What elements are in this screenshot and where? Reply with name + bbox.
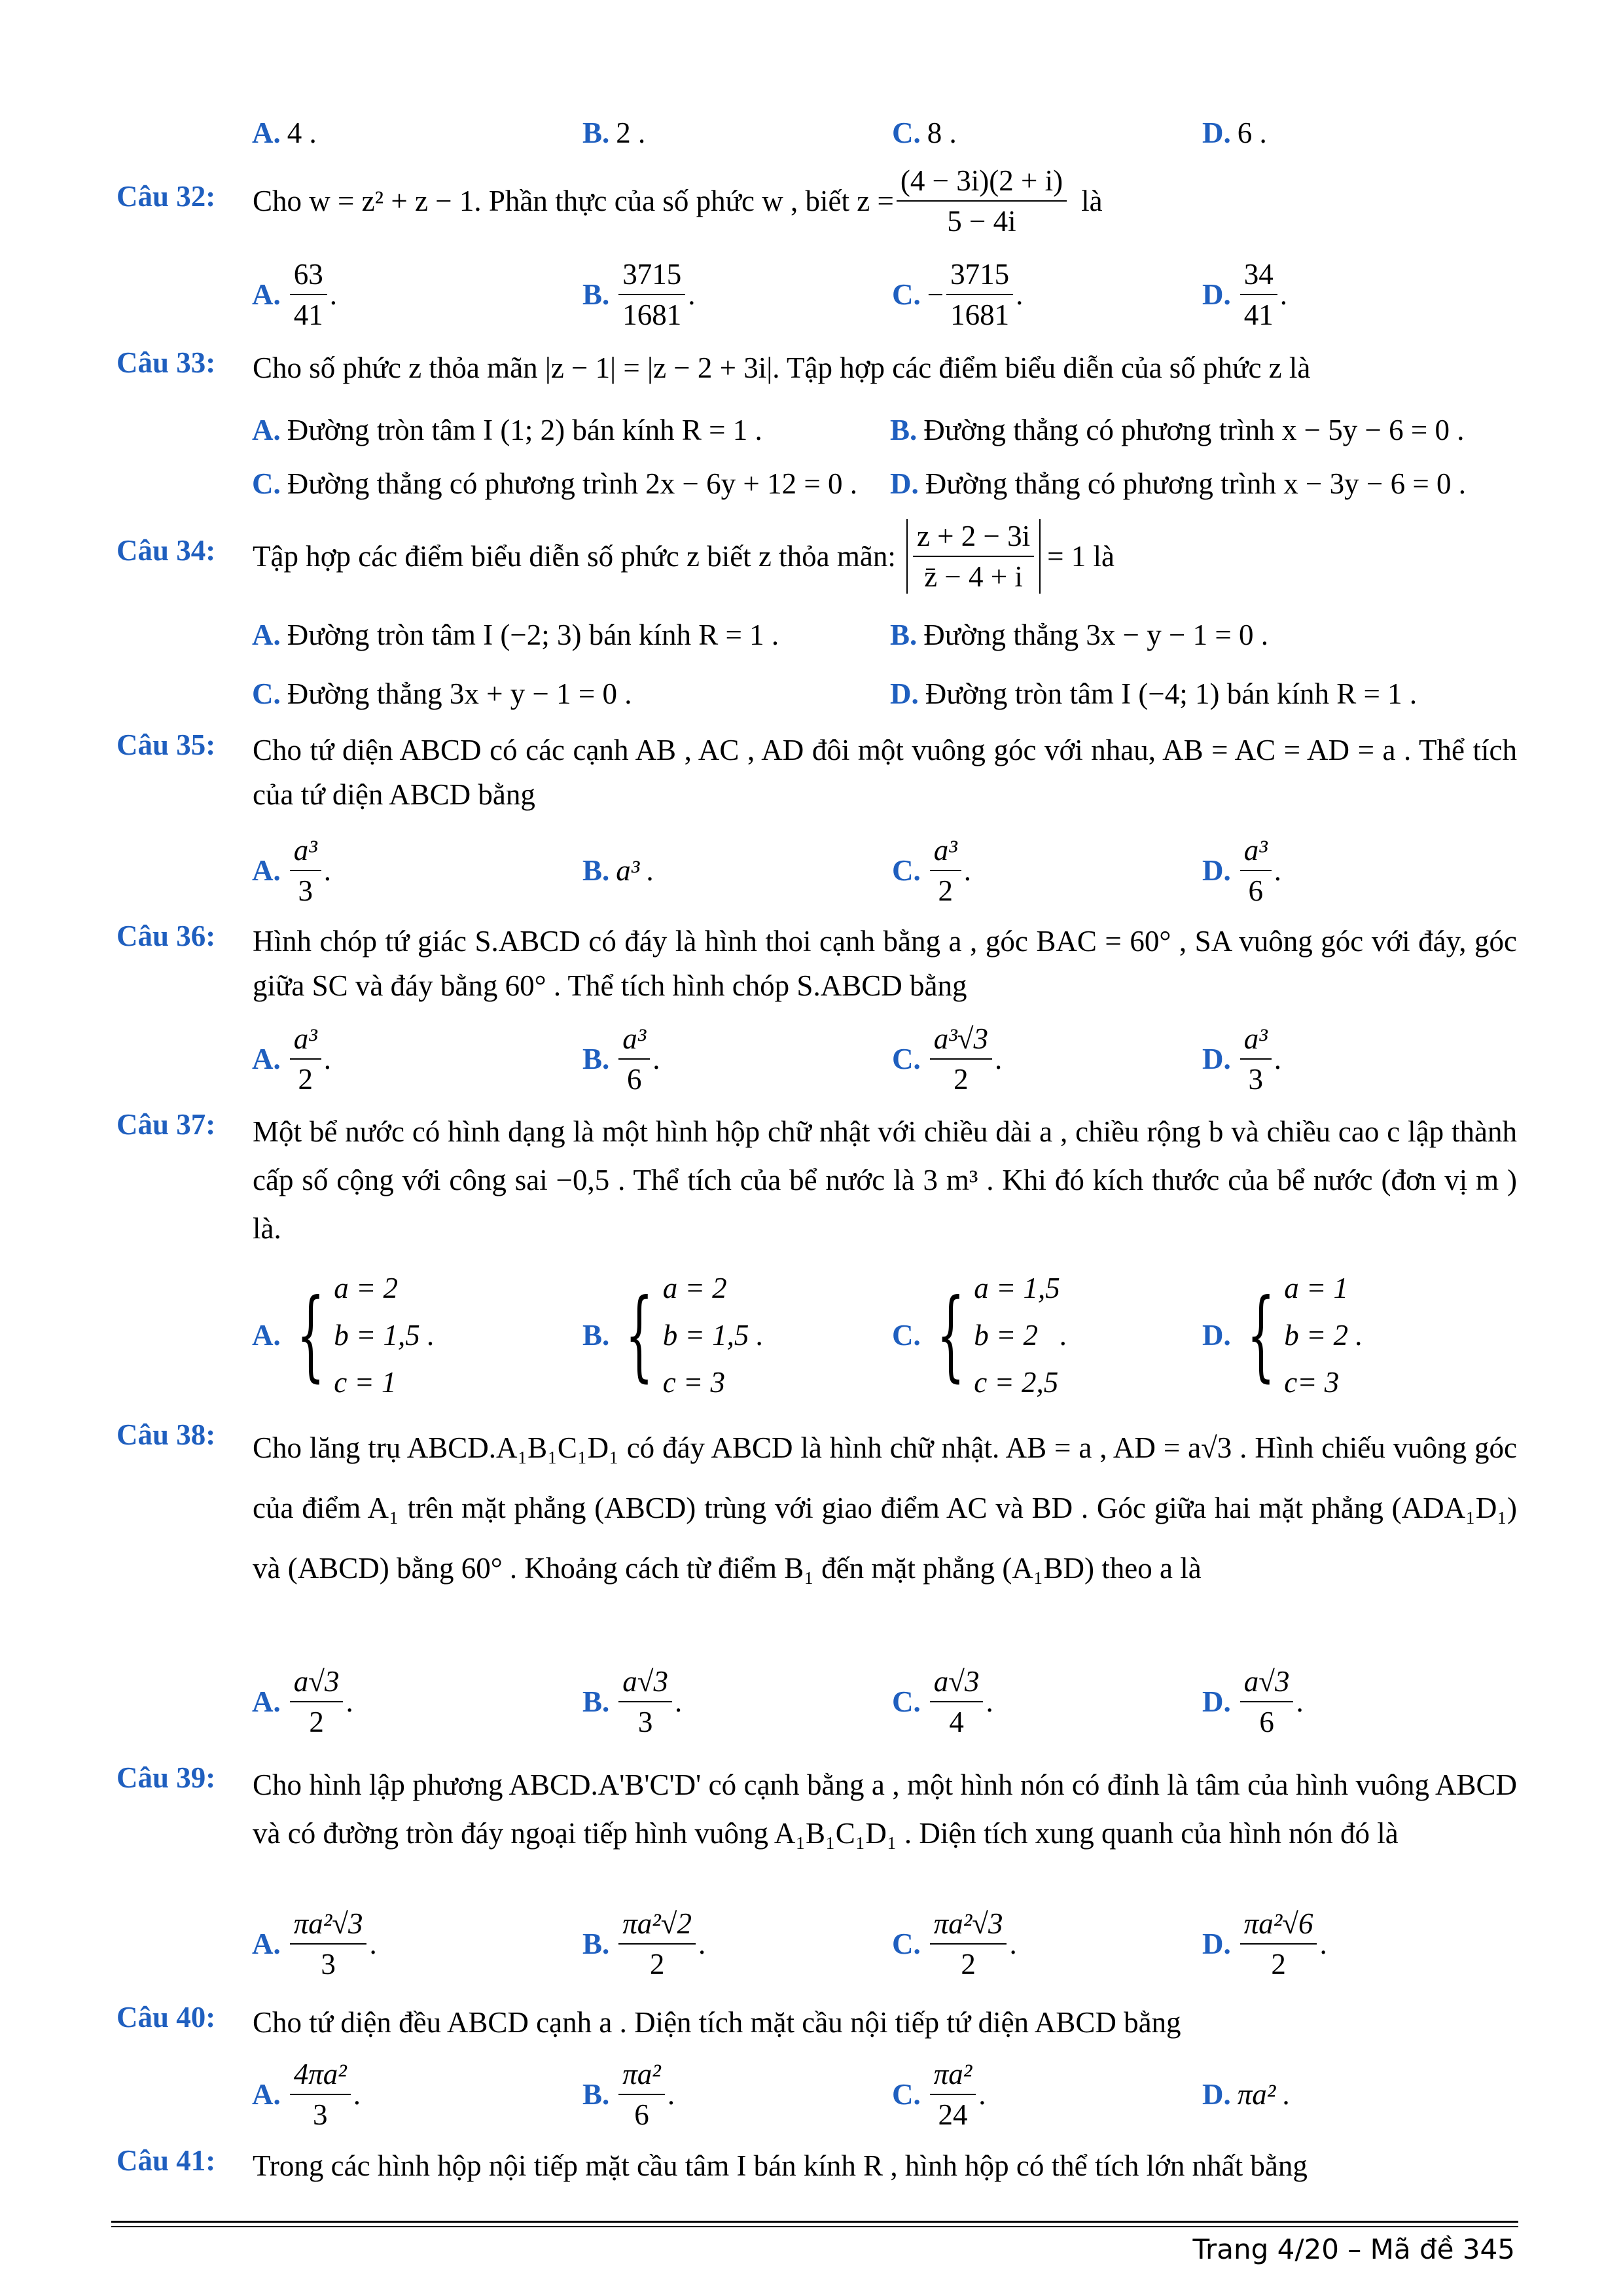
option-key: B. — [582, 1928, 610, 1960]
question-33 — [116, 346, 1517, 391]
option-b: B. $\frac{\text{a³}}{6}$ . — [582, 1022, 660, 1096]
fraction — [930, 1907, 1007, 1981]
option-key: A. — [252, 854, 281, 887]
frac-den: z̄ − 4 + i — [924, 560, 1023, 593]
answer-row-q40 — [252, 2052, 1495, 2137]
option-value: Đường tròn tâm I (−2; 3) bán kính R = 1 . — [287, 619, 779, 651]
frac-den: 2 — [954, 1063, 969, 1096]
option-d — [890, 671, 1417, 717]
frac-num: 3715 — [946, 257, 1013, 295]
absolute-value — [906, 519, 1041, 594]
option-value: πa² . — [1237, 2078, 1291, 2111]
question-32 — [116, 165, 1517, 237]
answer-row-q36 — [252, 1016, 1495, 1102]
equation-system — [616, 1265, 764, 1406]
answer-row-q39 — [252, 1901, 1495, 1986]
option-d: D. $\frac{\text{a³}}{6}$ . — [1202, 834, 1281, 907]
question-38 — [116, 1418, 1517, 1660]
frac-num: z + 2 − 3i — [913, 519, 1034, 557]
answer-row-q34-2 — [252, 671, 1515, 717]
option-key: D. — [1202, 117, 1231, 149]
footer-rule-thin — [111, 2226, 1518, 2227]
frac-den: 24 — [938, 2098, 968, 2131]
option-b — [582, 1260, 764, 1410]
question-36 — [116, 919, 1517, 1011]
frac-den: 3 — [313, 2098, 328, 2131]
fraction — [290, 2057, 351, 2132]
question-39 — [116, 1761, 1517, 1898]
fraction — [930, 2057, 976, 2132]
answer-row-q33-2 — [252, 461, 1515, 507]
option-d — [890, 461, 1466, 507]
frac-den: 41 — [1243, 298, 1274, 331]
option-c: C. $\frac{a√3}{4}$ . — [892, 1665, 993, 1738]
fraction — [290, 833, 321, 908]
option-key: A. — [252, 278, 281, 311]
frac-num: a³√3 — [930, 1022, 992, 1060]
system-line: a = 1 — [1284, 1272, 1349, 1304]
fraction — [618, 1907, 696, 1981]
option-d: D. $\frac{a√3}{6}$ . — [1202, 1665, 1304, 1738]
system-line: b = 1,5 . — [334, 1319, 435, 1352]
answer-row-q31 — [252, 110, 1495, 156]
frac-num: 63 — [290, 257, 327, 295]
option-d: D. $\frac{\text{πa²√6}}{2}$ . — [1202, 1907, 1327, 1981]
option-a: A. $\frac{\text{a³}}{3}$ . — [252, 834, 331, 907]
frac-den: 2 — [298, 1063, 313, 1096]
footer-rule — [111, 2221, 1518, 2223]
frac-den: 5 − 4i — [947, 205, 1016, 238]
fraction — [290, 1907, 367, 1981]
frac-den: 3 — [298, 874, 313, 907]
frac-num: a³ — [618, 1022, 650, 1060]
frac-num: a√3 — [618, 1664, 672, 1702]
frac-den: 6 — [627, 1063, 642, 1096]
frac-num: 3715 — [618, 257, 685, 295]
question-text-post: = 1 là — [1047, 540, 1115, 573]
option-key: B. — [582, 278, 610, 311]
frac-num: a³ — [930, 833, 961, 871]
fraction — [946, 257, 1013, 332]
option-key: D. — [1202, 1319, 1231, 1352]
frac-num: 34 — [1240, 257, 1277, 295]
frac-num: a³ — [1240, 1022, 1272, 1060]
option-key: B. — [582, 854, 610, 887]
option-b: B. $\frac{\text{πa²}}{6}$ . — [582, 2058, 675, 2131]
question-label: Câu 39: — [116, 1761, 216, 1794]
brace-glyph: { — [1246, 1278, 1275, 1392]
option-b — [582, 828, 654, 913]
fraction — [1240, 833, 1272, 908]
frac-den: 41 — [293, 298, 323, 331]
frac-num: (4 − 3i)(2 + i) — [897, 164, 1067, 202]
question-text — [253, 517, 1517, 596]
option-key: D. — [1202, 854, 1231, 887]
brace-glyph: { — [296, 1278, 325, 1392]
frac-den: 2 — [961, 1948, 976, 1981]
option-value: 4 . — [287, 117, 317, 149]
question-text: Trong các hình hộp nội tiếp mặt cầu tâm I bán kính R , hình hộp có thể tích lớn nhất bằng — [253, 2149, 1308, 2182]
question-text-pre: Cho w = z² + z − 1. Phần thực của số phức w , biết z = — [253, 185, 894, 217]
option-key: B. — [582, 1685, 610, 1718]
option-key: A. — [252, 414, 281, 446]
option-value: a³ . — [616, 854, 654, 887]
question-label: Câu 37: — [116, 1108, 216, 1141]
answer-row-q38 — [252, 1659, 1495, 1744]
option-value: Đường tròn tâm I (1; 2) bán kính R = 1 . — [287, 414, 762, 446]
option-b: B. $\frac{\text{πa²√2}}{2}$ . — [582, 1907, 706, 1981]
option-value: Đường tròn tâm I (−4; 1) bán kính R = 1 . — [925, 677, 1418, 710]
frac-den: 1681 — [622, 298, 682, 331]
option-c: C. − $\frac{3715}{1681}$ . — [892, 258, 1024, 331]
option-a — [252, 110, 317, 156]
option-a: A. $\frac{63}{41}$ . — [252, 258, 337, 331]
question-text-pre: Tập hợp các điểm biểu diễn số phức z biết z thỏa mãn: — [253, 540, 896, 573]
option-d — [1202, 1260, 1363, 1410]
option-a — [252, 407, 762, 453]
system-lines — [334, 1265, 435, 1406]
option-c — [892, 110, 957, 156]
question-label: Câu 40: — [116, 2001, 216, 2034]
frac-num: a³ — [290, 833, 321, 871]
fraction — [618, 1022, 650, 1096]
fraction — [1240, 1907, 1317, 1981]
option-c — [252, 671, 632, 717]
option-b — [890, 612, 1268, 658]
frac-den: 1681 — [950, 298, 1010, 331]
option-value: 2 . — [616, 117, 646, 149]
option-c: C. $\frac{\text{a³√3}}{2}$ . — [892, 1022, 1003, 1096]
option-key: A. — [252, 1685, 281, 1718]
question-text — [253, 165, 1517, 237]
option-key: C. — [892, 278, 921, 311]
option-key: A. — [252, 117, 281, 149]
answer-row-q33-1 — [252, 407, 1515, 453]
option-d — [1202, 110, 1267, 156]
option-key: C. — [892, 1928, 921, 1960]
option-b: B. $\frac{3715}{1681}$ . — [582, 258, 696, 331]
option-key: B. — [582, 1319, 610, 1352]
question-label: Câu 36: — [116, 920, 216, 952]
question-label: Câu 32: — [116, 180, 216, 213]
option-value: Đường thẳng 3x − y − 1 = 0 . — [923, 619, 1269, 651]
option-key: C. — [252, 467, 281, 500]
system-line: c = 3 — [662, 1366, 726, 1399]
question-text: Một bể nước có hình dạng là một hình hộp chữ nhật với chiều dài a , chiều rộng b và chiều cao c lập thành cấp số cộng với công sai −0,5 . Thể tích của bể nước là 3 m³ . Khi đó kích thước của bể nước (đơn vị m ) là. — [253, 1115, 1517, 1245]
frac-num: πa²√3 — [290, 1907, 367, 1945]
frac-den: 3 — [637, 1706, 653, 1738]
minus-sign: − — [927, 278, 944, 311]
answer-row-q37 — [252, 1260, 1495, 1410]
question-41 — [116, 2144, 1517, 2189]
frac-den: 4 — [949, 1706, 964, 1738]
fraction — [618, 1664, 672, 1739]
option-d — [1202, 2052, 1291, 2137]
question-text: Cho số phức z thỏa mãn |z − 1| = |z − 2 + 3i|. Tập hợp các điểm biểu diễn của số phức z là — [253, 351, 1311, 384]
option-c: C. $\frac{\text{πa²√3}}{2}$ . — [892, 1907, 1017, 1981]
option-key: C. — [892, 117, 921, 149]
frac-den: 3 — [1248, 1063, 1263, 1096]
option-a — [252, 1260, 435, 1410]
option-value: 6 . — [1237, 117, 1267, 149]
system-line: a = 2 — [662, 1272, 727, 1304]
equation-system — [927, 1265, 1067, 1406]
frac-num: πa²√2 — [618, 1907, 696, 1945]
option-key: A. — [252, 2078, 281, 2111]
fraction — [897, 164, 1067, 238]
option-key: B. — [890, 619, 918, 651]
option-key: A. — [252, 1319, 281, 1352]
question-label: Câu 35: — [116, 728, 216, 761]
frac-num: a³ — [1240, 833, 1272, 871]
option-key: C. — [252, 677, 281, 710]
question-label: Câu 34: — [116, 534, 216, 567]
system-line: b = 2 . — [974, 1319, 1068, 1352]
fraction — [290, 257, 327, 332]
question-37 — [116, 1107, 1517, 1251]
frac-den: 6 — [634, 2098, 649, 2131]
equation-system — [1238, 1265, 1363, 1406]
answer-row-q32 — [252, 252, 1495, 337]
frac-num: πa²√3 — [930, 1907, 1007, 1945]
option-key: B. — [582, 117, 610, 149]
frac-den: 2 — [938, 874, 953, 907]
option-key: D. — [890, 677, 919, 710]
fraction — [930, 1022, 992, 1096]
fraction — [618, 257, 685, 332]
frac-den: 2 — [1271, 1948, 1286, 1981]
option-key: B. — [582, 1043, 610, 1075]
option-c — [252, 461, 857, 507]
option-key: B. — [890, 414, 918, 446]
system-line: c= 3 — [1284, 1366, 1340, 1399]
frac-den: 2 — [309, 1706, 324, 1738]
frac-num: a√3 — [290, 1664, 344, 1702]
system-line: c = 1 — [334, 1366, 397, 1399]
option-a: A. $\frac{\text{a³}}{2}$ . — [252, 1022, 331, 1096]
fraction — [913, 519, 1034, 594]
question-35 — [116, 728, 1517, 819]
answer-row-q35 — [252, 828, 1495, 913]
option-b — [582, 110, 645, 156]
option-value: Đường thẳng 3x + y − 1 = 0 . — [287, 677, 632, 710]
fraction — [290, 1664, 344, 1739]
fraction — [290, 1022, 321, 1096]
option-key: C. — [892, 1685, 921, 1718]
option-key: C. — [892, 1043, 921, 1075]
question-label: Câu 41: — [116, 2144, 216, 2177]
system-lines — [1284, 1265, 1363, 1406]
option-key: D. — [890, 467, 919, 500]
question-34 — [116, 517, 1517, 596]
option-key: B. — [582, 2078, 610, 2111]
system-lines — [974, 1265, 1067, 1406]
question-label: Câu 38: — [116, 1418, 216, 1451]
option-b: B. $\frac{a√3}{3}$ . — [582, 1665, 683, 1738]
system-lines — [663, 1265, 764, 1406]
frac-num: a√3 — [1240, 1664, 1294, 1702]
frac-num: πa²√6 — [1240, 1907, 1317, 1945]
frac-den: 3 — [321, 1948, 336, 1981]
question-text: Cho tứ diện ABCD có các cạnh AB , AC , AD đôi một vuông góc với nhau, AB = AC = AD = a . Thể tích của tứ diện ABCD bằng — [253, 734, 1517, 811]
question-text: Cho lăng trụ ABCD.A₁B₁C₁D₁ có đáy ABCD là hình chữ nhật. AB = a , AD = a√3 . Hình chiếu vuông góc của điểm A₁ trên mặt phẳng (ABCD) trùng với giao điểm AC và BD . Góc giữa hai mặt phẳng (ADA₁D₁) và (ABCD) bằng 60° . Khoảng cách từ điểm B₁ đến mặt phẳng (A₁BD) theo a là — [253, 1431, 1517, 1585]
question-text: Cho hình lập phương ABCD.A'B'C'D' có cạnh bằng a , một hình nón có đỉnh là tâm của hình vuông ABCD và có đường tròn đáy ngoại tiếp hình vuông A₁B₁C₁D₁ . Diện tích xung quanh của hình nón đó là — [253, 1768, 1517, 1850]
option-a: A. $\frac{\text{πa²√3}}{3}$ . — [252, 1907, 377, 1981]
question-40 — [116, 2000, 1517, 2046]
question-text-post: là — [1081, 185, 1103, 217]
option-value: Đường thẳng có phương trình 2x − 6y + 12 = 0 . — [287, 467, 857, 500]
option-a: A. $\frac{\text{4πa²}}{3}$ . — [252, 2058, 361, 2131]
system-line: b = 2 . — [1284, 1319, 1363, 1352]
fraction — [930, 833, 961, 908]
system-line: a = 2 — [334, 1272, 399, 1304]
option-b — [890, 407, 1464, 453]
option-a — [252, 612, 779, 658]
option-key: D. — [1202, 2078, 1231, 2111]
question-text: Cho tứ diện đều ABCD cạnh a . Diện tích mặt cầu nội tiếp tứ diện ABCD bằng — [253, 2006, 1181, 2039]
page-footer: Trang 4/20 – Mã đề 345 — [1192, 2233, 1515, 2265]
answer-row-q34-1 — [252, 612, 1515, 658]
system-line: c = 2,5 — [974, 1366, 1059, 1399]
frac-num: πa² — [930, 2057, 976, 2095]
brace-glyph: { — [625, 1278, 654, 1392]
option-key: D. — [1202, 278, 1231, 311]
option-c: C. $\frac{\text{πa²}}{24}$ . — [892, 2058, 986, 2131]
fraction — [1240, 1022, 1272, 1096]
option-key: D. — [1202, 1685, 1231, 1718]
question-label: Câu 33: — [116, 346, 216, 379]
fraction — [930, 1664, 984, 1739]
option-c: C. $\frac{\text{a³}}{2}$ . — [892, 834, 971, 907]
system-line: b = 1,5 . — [662, 1319, 764, 1352]
option-key: C. — [892, 2078, 921, 2111]
option-d: D. $\frac{34}{41}$ . — [1202, 258, 1287, 331]
frac-num: a³ — [290, 1022, 321, 1060]
fraction — [1240, 1664, 1294, 1739]
fraction — [618, 2057, 665, 2132]
option-key: C. — [892, 1319, 921, 1352]
option-key: A. — [252, 1043, 281, 1075]
frac-den: 2 — [649, 1948, 665, 1981]
frac-den: 6 — [1259, 1706, 1274, 1738]
option-key: D. — [1202, 1928, 1231, 1960]
equation-system — [287, 1265, 435, 1406]
option-key: A. — [252, 1928, 281, 1960]
frac-num: πa² — [618, 2057, 665, 2095]
fraction — [1240, 257, 1277, 332]
frac-num: 4πa² — [290, 2057, 351, 2095]
option-key: D. — [1202, 1043, 1231, 1075]
question-text: Hình chóp tứ giác S.ABCD có đáy là hình thoi cạnh bằng a , góc BAC = 60° , SA vuông góc với đáy, góc giữa SC và đáy bằng 60° . Thể tích hình chóp S.ABCD bằng — [253, 925, 1517, 1002]
system-line: a = 1,5 — [974, 1272, 1060, 1304]
option-d: D. $\frac{\text{a³}}{3}$ . — [1202, 1022, 1281, 1096]
frac-den: 6 — [1248, 874, 1263, 907]
option-value: 8 . — [927, 117, 957, 149]
option-value: Đường thẳng có phương trình x − 3y − 6 = 0 . — [925, 467, 1466, 500]
frac-num: a√3 — [930, 1664, 984, 1702]
option-c — [892, 1260, 1067, 1410]
option-key: A. — [252, 619, 281, 651]
option-a: A. $\frac{a√3}{2}$ . — [252, 1665, 353, 1738]
option-key: C. — [892, 854, 921, 887]
brace-glyph: { — [936, 1278, 965, 1392]
option-value: Đường thẳng có phương trình x − 5y − 6 = 0 . — [923, 414, 1465, 446]
